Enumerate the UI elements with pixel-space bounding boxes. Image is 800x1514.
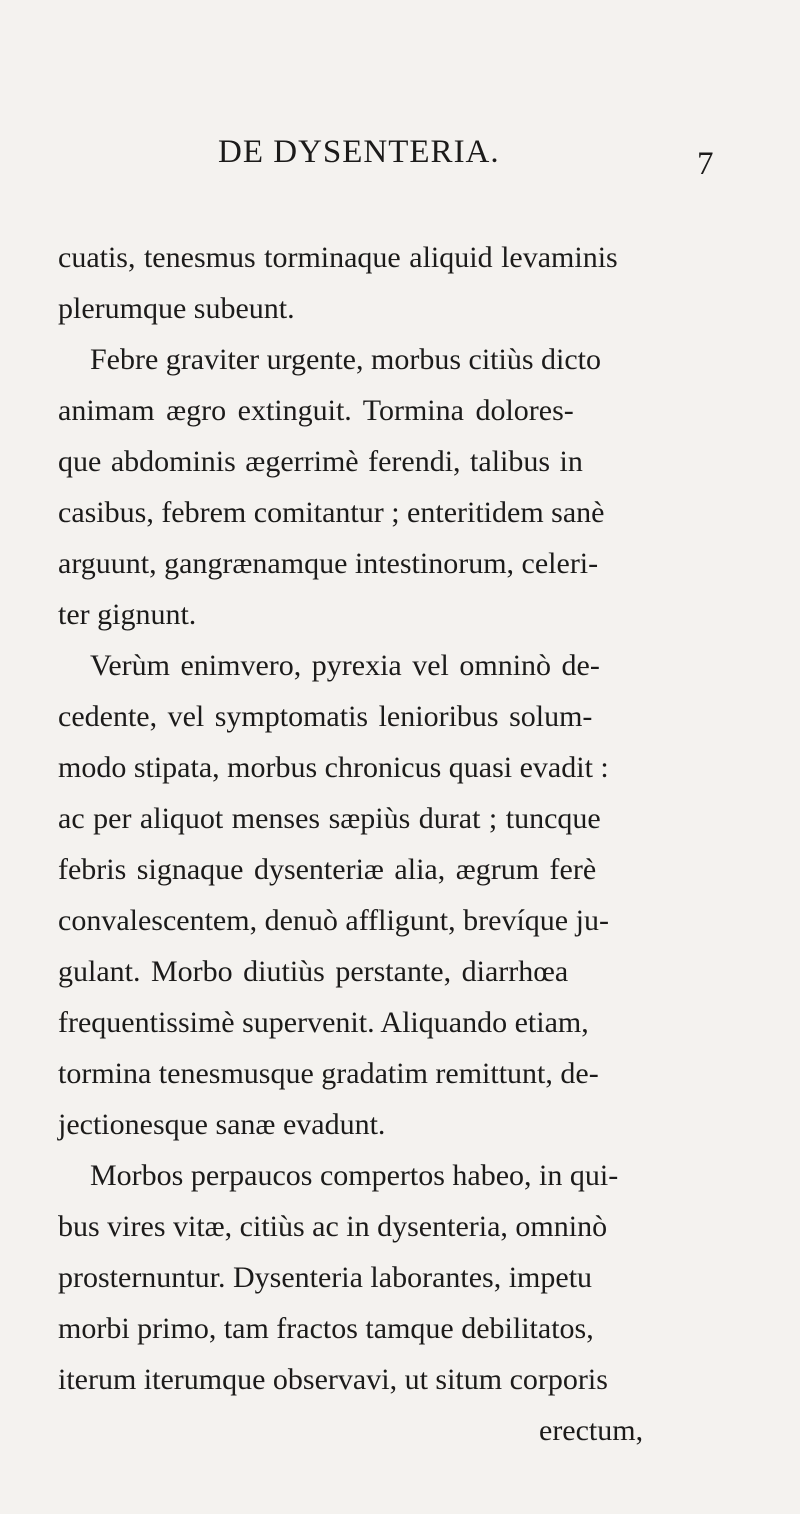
text-line: cedente, vel symptomatis lenioribus solum-	[58, 700, 593, 733]
text-line: Morbos perpaucos compertos habeo, in qui-	[90, 1159, 619, 1192]
text-line: Verùm enimvero, pyrexia vel omninò de-	[90, 649, 600, 682]
text-line: febris signaque dysenteriæ alia, ægrum ferè	[58, 853, 597, 886]
text-line: casibus, febrem comitantur ; enteritidem sanè	[58, 496, 605, 529]
text-line: animam ægro extinguit. Tormina dolores-	[58, 394, 574, 427]
running-head: DE DYSENTERIA.	[218, 134, 500, 170]
page-number: 7	[697, 146, 714, 182]
text-line: arguunt, gangrænamque intestinorum, celeri-	[58, 547, 599, 580]
text-line: iterum iterumque observavi, ut situm corporis	[58, 1363, 608, 1396]
text-line: tormina tenesmusque gradatim remittunt, de-	[58, 1057, 599, 1090]
text-line: cuatis, tenesmus torminaque aliquid levaminis	[58, 241, 618, 274]
catchword: erectum,	[539, 1414, 644, 1447]
text-line: ac per aliquot menses sæpiùs durat ; tuncque	[58, 802, 601, 835]
text-line: modo stipata, morbus chronicus quasi evadit :	[58, 751, 609, 784]
text-line: convalescentem, denuò affligunt, brevíque ju-	[58, 904, 609, 937]
text-line: plerumque subeunt.	[58, 292, 295, 325]
text-line: prosternuntur. Dysenteria laborantes, impetu	[58, 1261, 593, 1294]
text-line: que abdominis ægerrimè ferendi, talibus in	[58, 445, 583, 478]
text-line: bus vires vitæ, citiùs ac in dysenteria, omninò	[58, 1210, 608, 1243]
text-line: ter gignunt.	[58, 598, 197, 631]
text-line: Febre graviter urgente, morbus citiùs dicto	[90, 343, 601, 376]
text-line: frequentissimè supervenit. Aliquando etiam,	[58, 1006, 589, 1039]
text-line: jectionesque sanæ evadunt.	[58, 1108, 386, 1141]
text-line: gulant. Morbo diutiùs perstante, diarrhœa	[58, 955, 569, 988]
text-line: morbi primo, tam fractos tamque debilitatos,	[58, 1312, 594, 1345]
